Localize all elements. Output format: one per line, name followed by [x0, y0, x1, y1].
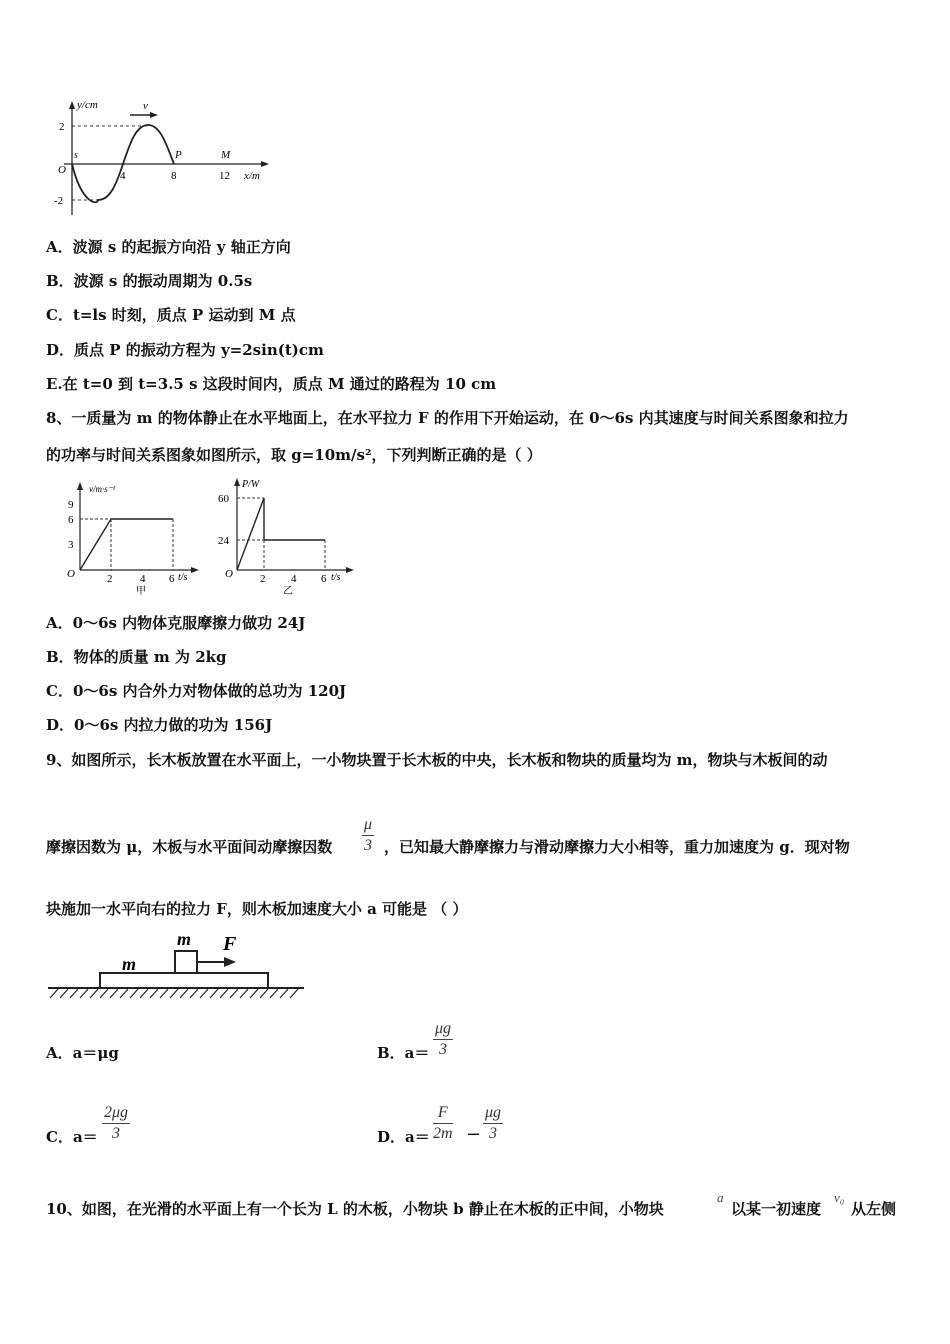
- q9-line-2a: 摩擦因数为 μ，木板与水平面间动摩擦因数: [46, 838, 333, 856]
- fraction-numerator: F: [433, 1103, 453, 1124]
- wave-x-tick-12: 12: [219, 170, 230, 182]
- p-line-rise: [237, 498, 264, 570]
- power-time-chart: [215, 474, 360, 596]
- q7-option-d: D．质点 P 的振动方程为 y=2sin(t)cm: [46, 341, 324, 359]
- wave-y-tick-neg: -2: [54, 195, 64, 207]
- q7-option-c: C．t=ls 时刻，质点 P 运动到 M 点: [46, 306, 296, 324]
- p-ylabel: P/W: [242, 479, 260, 490]
- q10-part-2: 以某一初速度: [731, 1200, 822, 1218]
- v-xtick-4: 4: [140, 573, 146, 585]
- force-label: F: [223, 933, 237, 955]
- q10-part-3: 从左侧: [851, 1200, 897, 1218]
- fraction-denominator: 3: [489, 1125, 498, 1142]
- v-caption: 甲: [136, 586, 146, 596]
- q8-line-2: 的功率与时间关系图象如图所示，取 g=10m/s²，下列判断正确的是（ ）: [46, 446, 542, 464]
- q10-symbol-v0: v₀: [834, 1190, 845, 1205]
- wave-origin: O: [58, 164, 66, 176]
- v-ytick-6: 6: [68, 514, 74, 526]
- force-arrow-icon: [224, 957, 236, 967]
- q9-option-c-prefix: C．a＝: [46, 1128, 98, 1146]
- q9-option-d-minus: −: [466, 1124, 482, 1145]
- q9-option-d-prefix: D．a＝: [377, 1128, 430, 1146]
- q10-symbol-a: a: [717, 1190, 724, 1205]
- p-ytick-60: 60: [218, 493, 229, 505]
- wave-x-label: x/m: [244, 170, 260, 182]
- q7-option-a: A．波源 s 的起振方向沿 y 轴正方向: [46, 238, 291, 256]
- wave-graph: [50, 95, 280, 225]
- fraction-denominator: 3: [112, 1125, 121, 1142]
- small-block: [175, 951, 197, 973]
- ground-hatching: [50, 989, 298, 998]
- p-caption: 乙: [283, 586, 293, 596]
- v-line-accel: [80, 519, 111, 570]
- p-xtick-2: 2: [260, 573, 266, 585]
- q8-option-a: A．0～6s 内物体克服摩擦力做功 24J: [46, 614, 306, 632]
- q8-option-d: D．0～6s 内拉力做的功为 156J: [46, 716, 273, 734]
- p-xtick-6: 6: [321, 573, 327, 585]
- fraction-numerator: μ: [362, 815, 374, 836]
- wave-x-tick-4: 4: [120, 170, 126, 182]
- fraction-denominator: 3: [364, 837, 373, 854]
- wave-source: s: [74, 150, 78, 161]
- q9-option-b-fraction: [433, 1019, 453, 1060]
- v-xtick-2: 2: [107, 573, 113, 585]
- v-ytick-9: 9: [68, 499, 74, 511]
- block-mass-label: m: [177, 929, 192, 949]
- p-origin: O: [225, 568, 233, 580]
- long-board: [100, 973, 268, 988]
- wave-point-m: M: [221, 149, 231, 161]
- fraction-denominator: 2m: [433, 1125, 453, 1142]
- q7-option-e: E.在 t=0 到 t=3.5 s 这段时间内，质点 M 通过的路程为 10 cm: [46, 375, 497, 393]
- q9-line-1: 9、如图所示，长木板放置在水平面上，一小物块置于长木板的中央，长木板和物块的质量均为 m，物块与木板间的动: [46, 751, 828, 769]
- q8-option-c: C．0～6s 内合外力对物体做的总功为 120J: [46, 682, 347, 700]
- q9-option-b-prefix: B．a＝: [377, 1044, 430, 1062]
- q8-line-1: 8、一质量为 m 的物体静止在水平地面上，在水平拉力 F 的作用下开始运动，在 0～6s 内其速度与时间关系图象和拉力: [46, 409, 849, 427]
- fraction-numerator: 2μg: [102, 1103, 130, 1124]
- fraction-numerator: μg: [483, 1103, 503, 1124]
- q9-fraction-mu-over-3: [362, 815, 374, 856]
- fraction-numerator: μg: [433, 1019, 453, 1040]
- q7-option-b: B．波源 s 的振动周期为 0.5s: [46, 272, 253, 290]
- wave-y-tick-pos: 2: [59, 121, 65, 133]
- wave-point-p: P: [175, 149, 182, 161]
- q9-line-2b: ，已知最大静摩擦力与滑动摩擦力大小相等，重力加速度为 g．现对物: [384, 838, 850, 856]
- board-mass-label: m: [122, 954, 137, 974]
- q9-option-a: A．a＝μg: [46, 1044, 119, 1062]
- q8-option-b: B．物体的质量 m 为 2kg: [46, 648, 227, 666]
- velocity-time-chart: [60, 478, 205, 596]
- wave-x-tick-8: 8: [171, 170, 177, 182]
- q10-part-1: 10、如图，在光滑的水平面上有一个长为 L 的木板，小物块 b 静止在木板的正中间，小物块: [46, 1200, 664, 1218]
- p-xlabel: t/s: [331, 572, 341, 583]
- p-xtick-4: 4: [291, 573, 297, 585]
- wave-v-label: v: [143, 100, 148, 112]
- v-origin: O: [67, 568, 75, 580]
- v-xlabel: t/s: [178, 572, 188, 583]
- board-block-figure: [46, 928, 308, 1008]
- wave-y-label: y/cm: [77, 99, 98, 111]
- v-ylabel: v/m·s⁻¹: [89, 484, 116, 494]
- q9-option-d-fraction-2: [483, 1103, 503, 1144]
- p-ytick-24: 24: [218, 535, 229, 547]
- q9-option-d-fraction-1: [433, 1103, 453, 1144]
- q9-option-c-fraction: [102, 1103, 130, 1144]
- fraction-denominator: 3: [439, 1041, 448, 1058]
- v-ytick-3: 3: [68, 539, 74, 551]
- v-xtick-6: 6: [169, 573, 175, 585]
- q9-line-3: 块施加一水平向右的拉力 F，则木板加速度大小 a 可能是 （ ）: [46, 900, 468, 918]
